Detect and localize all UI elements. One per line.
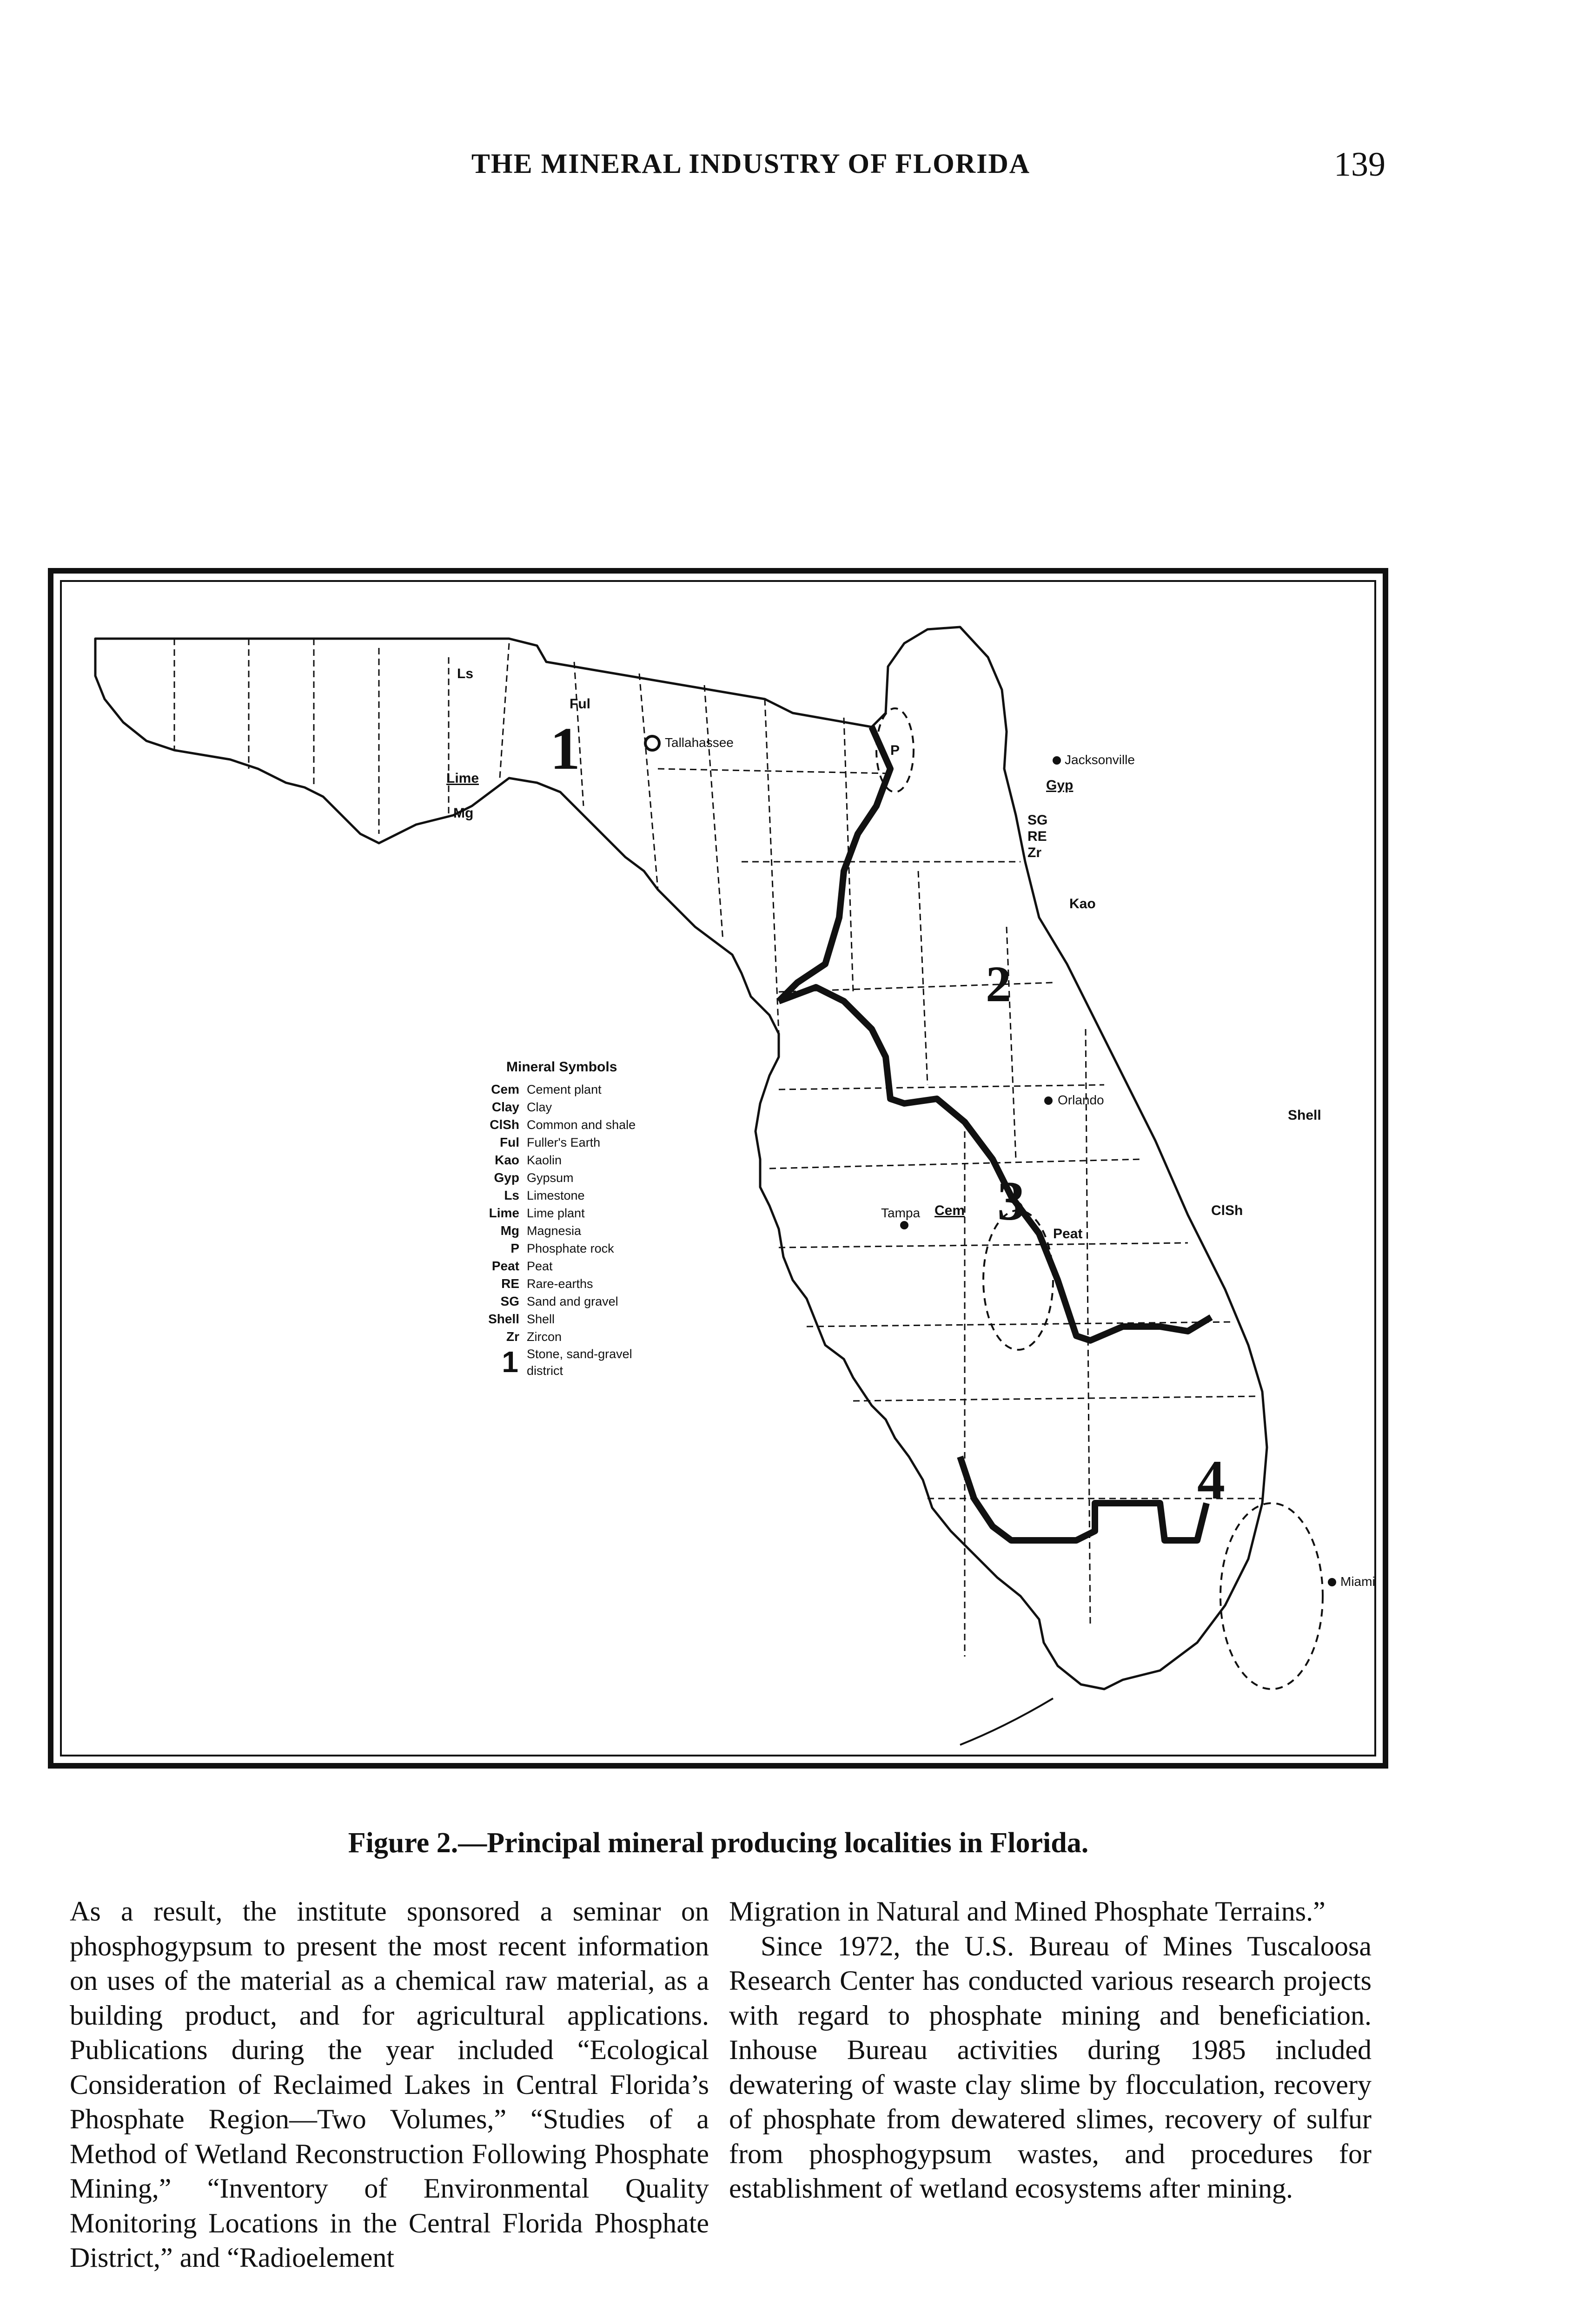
legend-code: Lime	[489, 1206, 519, 1220]
city-label-orlando: Orlando	[1058, 1093, 1104, 1107]
legend-code: Mg	[500, 1223, 519, 1238]
legend-item	[476, 1275, 764, 1293]
legend-item	[476, 1257, 764, 1275]
legend-code: ClSh	[490, 1117, 519, 1132]
legend-label: Common and shale	[527, 1117, 636, 1132]
legend-label: Gypsum	[527, 1170, 574, 1185]
legend-label: Clay	[527, 1100, 552, 1114]
legend-title: Mineral Symbols	[506, 1059, 617, 1075]
legend-item	[476, 1293, 764, 1310]
legend-label: Magnesia	[527, 1223, 582, 1238]
map-symbol-cem: Cem	[934, 1203, 965, 1218]
map-symbol-mg: Mg	[453, 805, 474, 821]
legend-item	[476, 1169, 764, 1187]
legend-item	[476, 1328, 764, 1346]
map-symbol-re: RE	[1027, 829, 1047, 844]
city-label-miami: Miami	[1340, 1574, 1375, 1589]
district-number-2: 2	[986, 956, 1011, 1012]
legend-code: Clay	[491, 1100, 519, 1114]
district-number-3: 3	[997, 1170, 1025, 1232]
city-label-jacksonville: Jacksonville	[1065, 753, 1135, 767]
legend-code: Kao	[495, 1153, 519, 1167]
legend-label: Rare-earths	[527, 1276, 593, 1291]
map-symbol-peat: Peat	[1053, 1226, 1083, 1241]
map-legend	[476, 1059, 764, 1440]
legend-code: Gyp	[494, 1170, 519, 1185]
map-symbol-kao: Kao	[1069, 896, 1096, 911]
legend-code: Zr	[506, 1329, 519, 1344]
map-symbol-lime: Lime	[446, 771, 479, 786]
district-number-1: 1	[550, 715, 580, 782]
legend-code: Peat	[491, 1259, 519, 1273]
legend-label: Phosphate rock	[527, 1241, 614, 1255]
map-symbol-p: P	[890, 743, 900, 758]
running-head: THE MINERAL INDUSTRY OF FLORIDA	[471, 148, 1031, 179]
legend-code: SG	[500, 1294, 519, 1308]
legend-item	[476, 1134, 764, 1151]
map-symbol-zr: Zr	[1027, 845, 1041, 860]
legend-item	[476, 1151, 764, 1169]
legend-label: Kaolin	[527, 1153, 562, 1167]
map-symbol-ful: Ful	[570, 696, 590, 712]
legend-item	[476, 1098, 764, 1116]
legend-item	[476, 1240, 764, 1257]
legend-code: Ls	[504, 1188, 519, 1202]
legend-label: Limestone	[527, 1188, 585, 1202]
legend-label: Cement plant	[527, 1082, 602, 1096]
legend-district-label: Stone, sand-gravel district	[527, 1347, 632, 1378]
city-label-tampa: Tampa	[881, 1206, 921, 1220]
map-symbol-shell: Shell	[1288, 1108, 1321, 1123]
paragraph: As a result, the institute sponsored a seminar on phosphogypsum to present the most recent information on uses of the material as a chemical raw material, as a building product, and for agricultural applications. Publications during the year included “Ecological Consideration of Reclaimed Lakes in Central Florida’s Phosphate Region—Two Volumes,” “Studies of a Method of Wetland Reconstruction Following Phosphate Mining,” “Inventory of Environmental Quality Monitoring Locations in the Central Florida Phosphate District,” and “Radioelement	[70, 1896, 709, 2273]
district-boundary-2-3	[779, 987, 1211, 1340]
legend-label: Lime plant	[527, 1206, 585, 1220]
paragraph: Migration in Natural and Mined Phosphate Terrains.”	[729, 1896, 1326, 1927]
legend-label: Shell	[527, 1312, 555, 1326]
legend-item	[476, 1081, 764, 1098]
paragraph: Since 1972, the U.S. Bureau of Mines Tuscaloosa Research Center has conducted various research projects with regard to phosphate mining and beneficiation. Inhouse Bureau activities during 1985 included dewatering of waste clay slime by flocculation, recovery of phosphate from dewatered slimes, recovery of sulfur from phosphogypsum wastes, and procedures for establishment of wetland ecosystems after mining.	[729, 1930, 1372, 2204]
map-symbol-clsh: ClSh	[1211, 1203, 1243, 1218]
legend-district-symbol: 1	[502, 1345, 518, 1379]
map-symbol-gyp: Gyp	[1046, 778, 1074, 793]
legend-item	[476, 1310, 764, 1328]
body-column-right	[729, 1894, 1372, 2324]
city-label-tallahassee: Tallahassee	[665, 735, 734, 750]
legend-item	[476, 1187, 764, 1204]
legend-item	[476, 1222, 764, 1240]
district-boundary-1-2	[779, 727, 890, 1001]
legend-code: Ful	[500, 1135, 519, 1149]
map-symbol-ls: Ls	[457, 666, 474, 681]
legend-item	[476, 1116, 764, 1134]
page-number: 139	[1334, 145, 1385, 184]
legend-code: Shell	[488, 1312, 519, 1326]
map-symbol-sg: SG	[1027, 812, 1048, 828]
legend-item-district	[476, 1346, 764, 1383]
legend-item	[476, 1204, 764, 1222]
dade-area	[1220, 1503, 1323, 1689]
legend-code: Cem	[491, 1082, 519, 1096]
legend-label: Fuller's Earth	[527, 1135, 601, 1149]
legend-label: Sand and gravel	[527, 1294, 618, 1308]
legend-label: Peat	[527, 1259, 553, 1273]
figure-frame	[48, 568, 1388, 1769]
figure-caption: Figure 2.—Principal mineral producing localities in Florida.	[348, 1827, 1089, 1859]
legend-label: Zircon	[527, 1329, 562, 1344]
legend-code: RE	[501, 1276, 519, 1291]
legend-code: P	[510, 1241, 519, 1255]
district-number-4: 4	[1197, 1449, 1225, 1511]
florida-keys	[960, 1698, 1053, 1745]
body-column-left	[70, 1894, 709, 2324]
